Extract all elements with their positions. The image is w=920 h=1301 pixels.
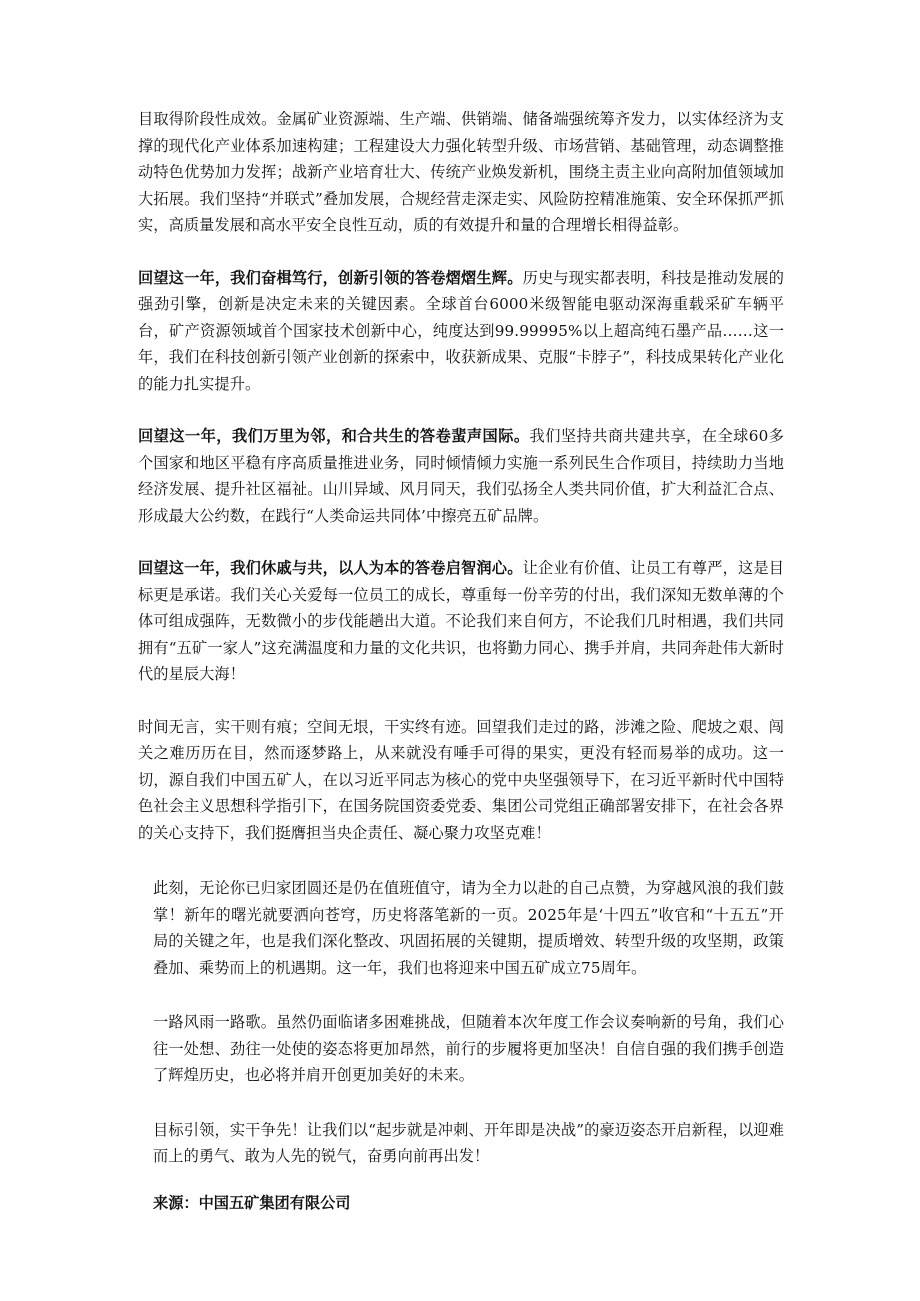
paragraph-call-to-action (153, 1117, 784, 1170)
closing-section (138, 875, 784, 1170)
paragraph-body: 目标引领，实干争先！让我们以“起步就是冲刺、开年即是决战”的豪迈姿态开启新程，以迎难而上的勇气、敢为人先的锐气，奋勇向前再出发！ (153, 1120, 784, 1165)
paragraph-people (138, 555, 784, 688)
paragraph-future (153, 1009, 784, 1089)
paragraph-body: 时间无言，实干则有痕；空间无垠，干实终有迹。回望我们走过的路，涉滩之险、爬坡之艰、闯关之难历历在目，然而逐梦路上，从来就没有唾手可得的果实，更没有轻而易举的成功。这一切，源自我们中国五矿人，在以习近平同志为核心的党中央坚强领导下，在习近平新时代中国特色社会主义思想科学指引下，在国务院国资委党委、集团公司党组正确部署安排下，在社会各界的关心支持下，我们挺膺担当央企责任、凝心聚力攻坚克难！ (138, 717, 784, 842)
paragraph-reflection (138, 714, 784, 847)
paragraph-lead: 回望这一年，我们奋楫笃行，创新引领的答卷熠熠生辉。 (138, 268, 523, 287)
paragraph-body: 让企业有价值、让员工有尊严，这是目标更是承诺。我们关心关爱每一位员工的成长，尊重每一份辛劳的付出，我们深知无数单薄的个体可组成强阵，无数微小的步伐能趟出大道。不论我们来自何方，不论我们几时相遇，我们共同拥有“五矿一家人”这充满温度和力量的文化共识，也将勤力同心、携手并肩，共同奔赴伟大新时代的星辰大海！ (138, 559, 785, 683)
paragraph-international (138, 423, 784, 529)
paragraph-body: 目取得阶段性成效。金属矿业资源端、生产端、供销端、储备端强统筹齐发力，以实体经济为支撑的现代化产业体系加速构建；工程建设大力强化转型升级、市场营销、基础管理，动态调整推动特色优势加力发挥；战新产业培育壮大、传统产业焕发新机，围绕主责主业向高附加值领域加大拓展。我们坚持“并联式”叠加发展，合规经营走深走实、风险防控精准施策、安全环保抓严抓实，高质量发展和高水平安全良性互动，质的有效提升和量的合理增长相得益彰。 (138, 110, 784, 234)
paragraph-body: 历史与现实都表明，科技是推动发展的强劲引擎，创新是决定未来的关键因素。全球首台6000米级智能电驱动深海重载采矿车辆平台，矿产资源领域首个国家技术创新中心，纯度达到99.99995%以上超高纯石墨产品……这一年，我们在科技创新引领产业创新的探索中，收获新成果、克服“卡脖子”，科技成果转化产业化的能力扎实提升。 (138, 268, 785, 393)
paragraph-lead: 回望这一年，我们休戚与共，以人为本的答卷启智润心。 (138, 559, 523, 577)
paragraph-innovation (138, 265, 784, 398)
paragraph-body: 一路风雨一路歌。虽然仍面临诸多困难挑战，但随着本次年度工作会议奏响新的号角，我们心往一处想、劲往一处使的姿态将更加昂然，前行的步履将更加坚决！自信自强的我们携手创造了辉煌历史，也必将并肩开创更加美好的未来。 (153, 1013, 784, 1084)
document-page (138, 106, 784, 1216)
source-credit: 来源：中国五矿集团有限公司 (153, 1193, 351, 1212)
paragraph-new-year (153, 875, 784, 981)
paragraph-lead: 回望这一年，我们万里为邻，和合共生的答卷蜚声国际。 (138, 427, 530, 445)
paragraph-body: 我们坚持共商共建共享，在全球60多个国家和地区平稳有序高质量推进业务，同时倾情倾力实施一系列民生合作项目，持续助力当地经济发展、提升社区福祉。山川异域、风月同天，我们弘扬全人类共同价值，扩大利益汇合点、形成最大公约数，在践行“人类命运共同体’中擦亮五矿品牌。 (138, 427, 784, 525)
paragraph-achievements (138, 106, 784, 239)
paragraph-body: 此刻，无论你已归家团圆还是仍在值班值守，请为全力以赴的自己点赞，为穿越风浪的我们鼓掌！新年的曙光就要洒向苍穹，历史将落笔新的一页。2025年是‘十四五”收官和“十五五”开局的关键之年，也是我们深化整改、巩固拓展的关键期，提质增效、转型升级的攻坚期，政策叠加、乘势而上的机遇期。这一年，我们也将迎来中国五矿成立75周年。 (153, 879, 784, 977)
